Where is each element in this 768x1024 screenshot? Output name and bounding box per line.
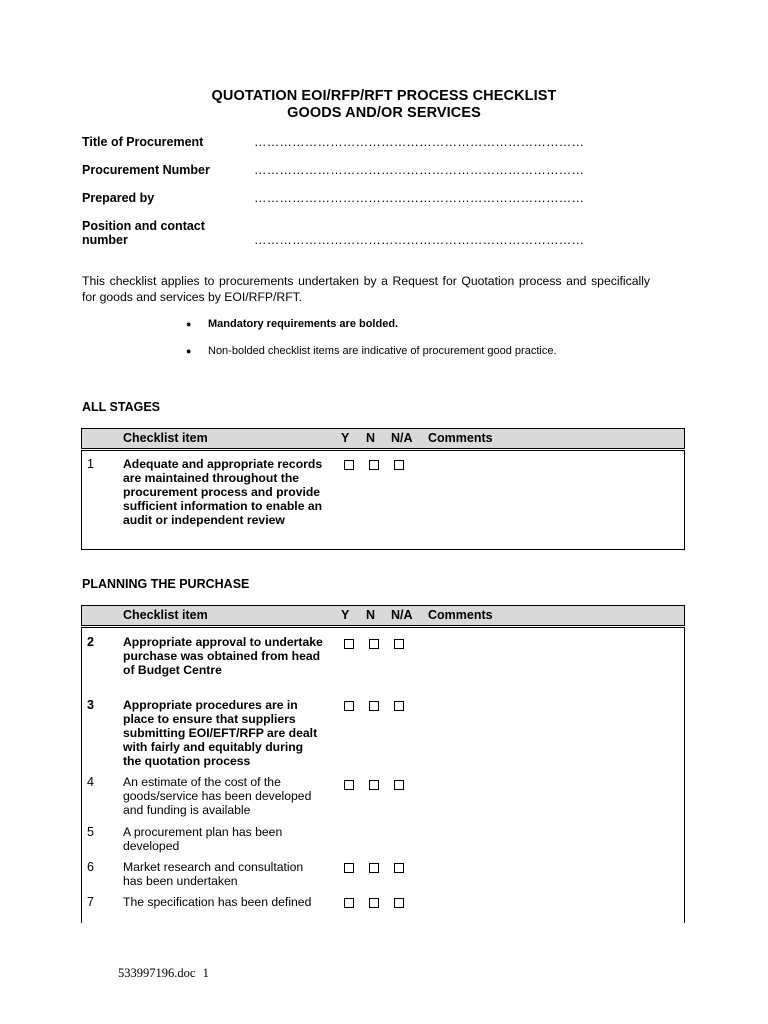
row-number: 3 (87, 698, 94, 712)
row-number: 6 (87, 860, 94, 874)
bullet-non-bolded: Non-bolded checklist items are indicative of procurement good practice. (208, 345, 557, 357)
field-value-position[interactable]: …………………………………………………………………… (254, 233, 585, 247)
checkbox-na[interactable] (394, 780, 404, 790)
checkbox-y[interactable] (344, 863, 354, 873)
field-label-position: Position and contact number (82, 219, 205, 247)
checkbox-n[interactable] (369, 460, 379, 470)
checkbox-n[interactable] (369, 863, 379, 873)
field-label-title: Title of Procurement (82, 135, 204, 149)
header-checklist-item: Checklist item (123, 431, 208, 445)
document-subtitle: GOODS AND/OR SERVICES (287, 105, 481, 121)
header-n: N (366, 431, 376, 445)
row-number: 1 (87, 457, 94, 471)
checkbox-y[interactable] (344, 460, 354, 470)
row-text: An estimate of the cost of the goods/service has been developed and funding is available (123, 775, 312, 817)
header-na: N/A (391, 608, 413, 622)
row-number: 4 (87, 775, 94, 789)
checkbox-n[interactable] (369, 898, 379, 908)
field-value-number[interactable]: …………………………………………………………………… (254, 163, 585, 177)
checkbox-y[interactable] (344, 701, 354, 711)
checkbox-n[interactable] (369, 701, 379, 711)
document-title: QUOTATION EOI/RFP/RFT PROCESS CHECKLIST (211, 88, 557, 104)
row-number: 5 (87, 825, 94, 839)
header-n: N (366, 608, 376, 622)
checkbox-na[interactable] (394, 863, 404, 873)
field-value-title[interactable]: …………………………………………………………………… (254, 135, 585, 149)
checkbox-n[interactable] (369, 639, 379, 649)
field-value-prepared-by[interactable]: …………………………………………………………………… (254, 191, 585, 205)
section-heading-planning: PLANNING THE PURCHASE (82, 577, 250, 591)
checkbox-na[interactable] (394, 460, 404, 470)
table-header-all-stages (81, 428, 685, 449)
table-header-planning (81, 605, 685, 626)
row-number: 2 (87, 635, 94, 649)
header-comments: Comments (428, 431, 493, 445)
header-checklist-item: Checklist item (123, 608, 208, 622)
checkbox-y[interactable] (344, 780, 354, 790)
checkbox-y[interactable] (344, 639, 354, 649)
checkbox-n[interactable] (369, 780, 379, 790)
row-number: 7 (87, 895, 94, 909)
checkbox-na[interactable] (394, 701, 404, 711)
header-y: Y (341, 431, 350, 445)
bullet-mandatory: Mandatory requirements are bolded. (208, 318, 399, 330)
field-label-prepared-by: Prepared by (82, 191, 155, 205)
row-text: The specification has been defined (123, 895, 312, 909)
row-text: Market research and consultation has been undertaken (123, 860, 304, 888)
row-text: Adequate and appropriate records are maintained throughout the procurement process and provide sufficient information to enable an audit or independent review (123, 457, 323, 527)
page-footer (118, 966, 209, 981)
checkbox-y[interactable] (344, 898, 354, 908)
intro-paragraph: This checklist applies to procurements undertaken by a Request for Quotation process and specifically for goods and services by EOI/RFP/RFT. (82, 274, 650, 304)
footer-page-number: 1 (202, 966, 209, 980)
section-heading-all-stages: ALL STAGES (82, 400, 161, 414)
bullet-icon: ● (186, 346, 192, 356)
row-text: Appropriate approval to undertake purchase was obtained from head of Budget Centre (123, 635, 323, 677)
checkbox-na[interactable] (394, 639, 404, 649)
checkbox-na[interactable] (394, 898, 404, 908)
row-text: Appropriate procedures are in place to ensure that suppliers submitting EOI/EFT/RFP are dealt with fairly and equitably during the quotation process (123, 698, 318, 768)
row-text: A procurement plan has been developed (123, 825, 283, 853)
header-y: Y (341, 608, 350, 622)
header-na: N/A (391, 431, 413, 445)
footer-filename: 533997196.doc (118, 966, 196, 980)
bullet-icon: ● (186, 319, 192, 329)
header-comments: Comments (428, 608, 493, 622)
field-label-number: Procurement Number (82, 163, 210, 177)
